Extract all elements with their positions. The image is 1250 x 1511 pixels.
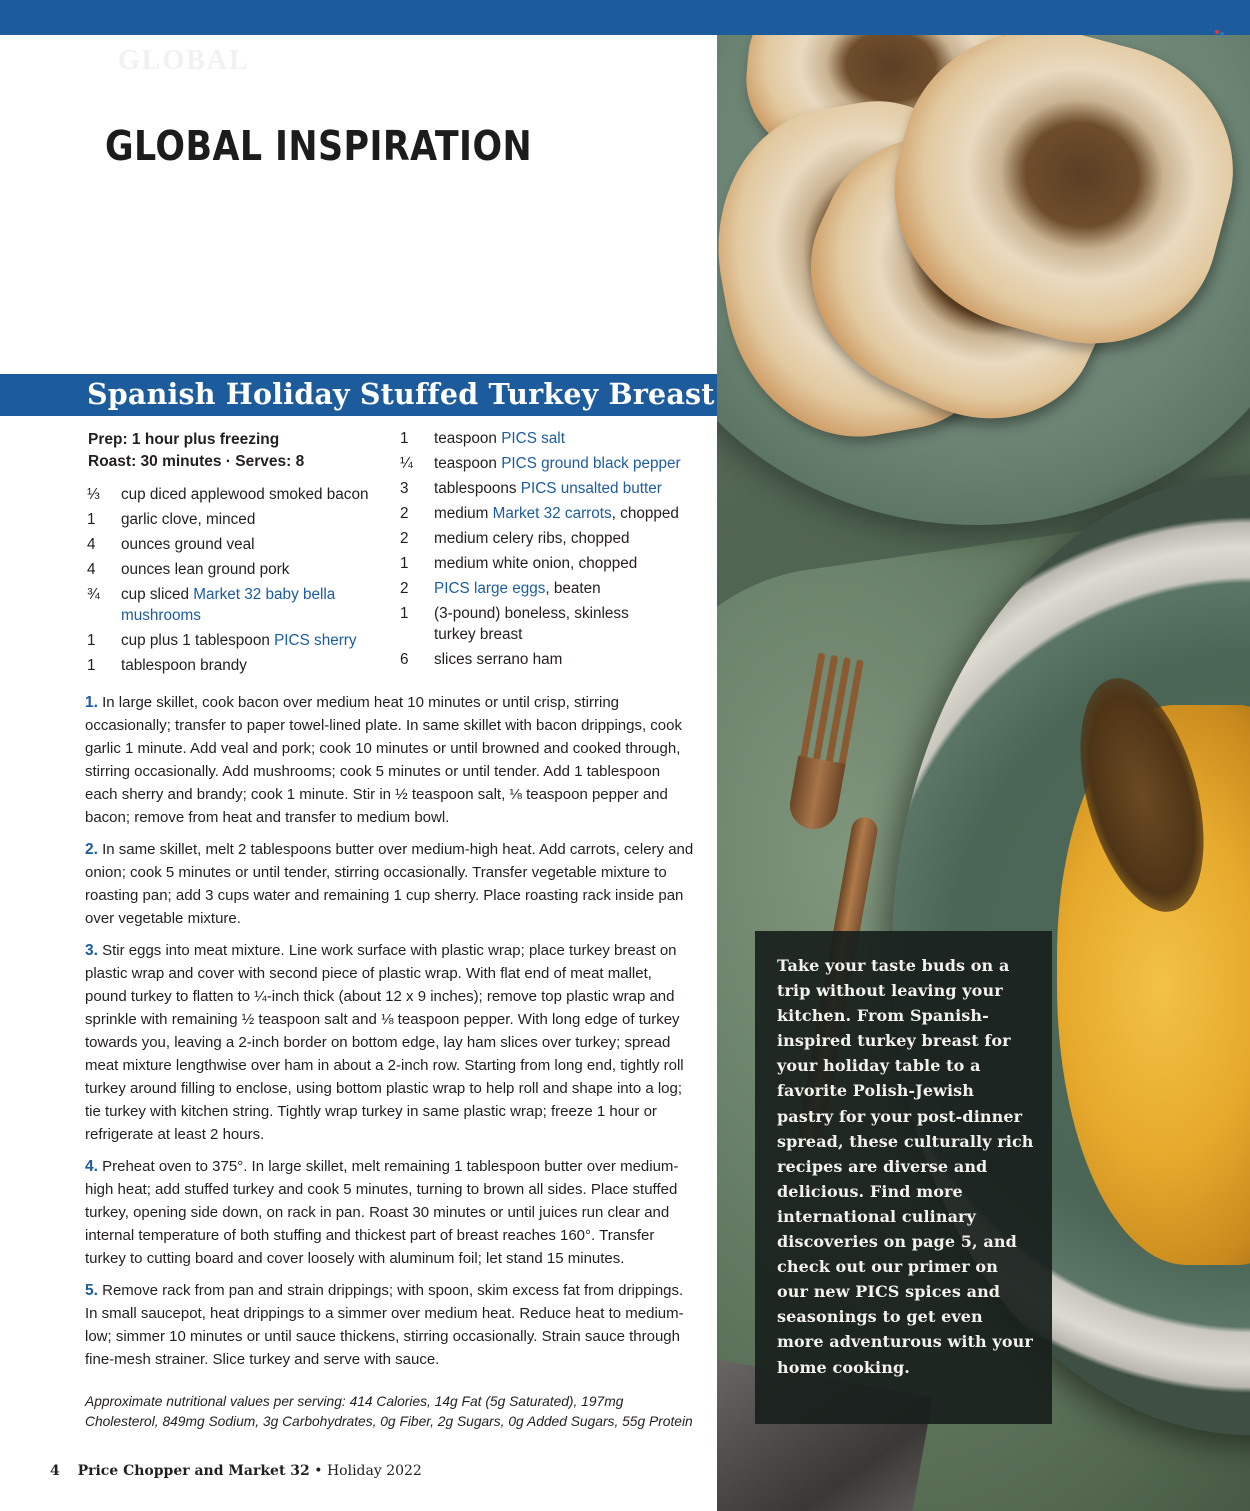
- page-number: 4: [50, 1463, 60, 1479]
- issue-name: Holiday 2022: [326, 1463, 422, 1479]
- ingredient-item: 2 medium celery ribs, chopped: [400, 530, 630, 547]
- brand-product-link: PICS salt: [501, 430, 565, 447]
- ingredient-item: 1 garlic clove, minced: [87, 511, 256, 528]
- ingredient-item: 3 tablespoons PICS unsalted butter: [400, 480, 662, 497]
- ingredient-item: 1 tablespoon brandy: [87, 657, 247, 674]
- step: 2. In same skillet, melt 2 tablespoons butter over medium-high heat. Add carrots, celery and onion; cook 5 minutes or until tender, stirring occasionally. Transfer vegetable mixture to roasting pan; add 3 cups water and remaining 1 cup sherry. Place roasting rack inside pan over vegetable mixture.: [85, 841, 694, 927]
- ingredient-item: 1 (3-pound) boneless, skinless turkey breast: [400, 605, 629, 643]
- step: 4. Preheat oven to 375°. In large skillet, melt remaining 1 tablespoon butter over medium-high heat; add stuffed turkey and cook 5 minutes, turning to brown all sides. Place stuffed turkey, opening side down, on rack in pan. Roast 30 minutes or until juices run clear and internal temperature of both stuffing and thickest part of breast reaches 160°. Transfer turkey to cutting board and cover loosely with aluminum foil; let stand 15 minutes.: [85, 1158, 679, 1267]
- prep-time: Prep: 1 hour plus freezing: [88, 431, 280, 448]
- roast-time-servings: Roast: 30 minutes · Serves: 8: [88, 453, 305, 470]
- brand-product-link: PICS unsalted butter: [520, 480, 662, 497]
- brand-dots-icon: [1215, 30, 1227, 38]
- publication-name: Price Chopper and Market 32: [77, 1463, 310, 1479]
- ingredient-item: ¾ cup sliced Market 32 baby bella mushrooms: [87, 586, 336, 624]
- step-number: 3.: [85, 942, 98, 959]
- ingredient-item: 2 medium Market 32 carrots, chopped: [400, 505, 679, 522]
- section-title: GLOBAL INSPIRATION: [105, 122, 533, 170]
- ingredient-item: ⅓ cup diced applewood smoked bacon: [87, 486, 369, 503]
- brand-product-link: Market 32 baby bella mushrooms: [121, 586, 336, 624]
- ingredient-item: 4 ounces lean ground pork: [87, 561, 290, 578]
- footer-separator: •: [314, 1463, 323, 1479]
- step-number: 2.: [85, 841, 98, 858]
- brand-product-link: PICS large eggs: [434, 580, 546, 597]
- step-number: 1.: [85, 694, 98, 711]
- ingredient-item: 1 teaspoon PICS salt: [400, 430, 565, 447]
- step-number: 5.: [85, 1282, 98, 1299]
- ingredients-right: [400, 426, 710, 672]
- ingredient-item: ¼ teaspoon PICS ground black pepper: [400, 455, 681, 472]
- step: 5. Remove rack from pan and strain drippings; with spoon, skim excess fat from drippings. In small saucepot, heat drippings to a simmer over medium heat. Reduce heat to medium-low; simmer 10 minutes or until sauce thickens, stirring occasionally. Strain sauce through fine-mesh strainer. Slice turkey and serve with sauce.: [85, 1282, 684, 1368]
- recipe-title-banner: [0, 374, 717, 416]
- ghost-heading: GLOBAL: [118, 45, 250, 76]
- step: 1. In large skillet, cook bacon over medium heat 10 minutes or until crisp, stirring occasionally; transfer to paper towel-lined plate. In same skillet with bacon drippings, cook garlic 1 minute. Add veal and pork; cook 10 minutes or until browned and cooked through, stirring occasionally. Add mushrooms; cook 5 minutes or until tender. Add 1 tablespoon each sherry and brandy; cook 1 minute. Stir in ½ teaspoon salt, ⅛ teaspoon pepper and bacon; remove from heat and transfer to medium bowl.: [85, 694, 682, 826]
- callout-text: Take your taste buds on a trip without leaving your kitchen. From Spanish-inspired turkey breast for your holiday table to a favorite Polish-Jewish pastry for your post-dinner spread, these culturally rich recipes are diverse and delicious. Find more international culinary discoveries on page 5, and check out our primer on our new PICS spices and seasonings to get even more adventurous with your home cooking.: [777, 956, 1034, 1377]
- ingredient-item: 1 medium white onion, chopped: [400, 555, 638, 572]
- top-color-bar: [0, 0, 1250, 35]
- ingredient-item: 6 slices serrano ham: [400, 651, 563, 668]
- intro-callout: [755, 931, 1052, 1424]
- step-number: 4.: [85, 1158, 98, 1175]
- brand-product-link: PICS sherry: [274, 632, 357, 649]
- ingredient-item: 2 PICS large eggs, beaten: [400, 580, 601, 597]
- step: 3. Stir eggs into meat mixture. Line work surface with plastic wrap; place turkey breast on plastic wrap and cover with second piece of plastic wrap. With flat end of meat mallet, pound turkey to flatten to ¼-inch thick (about 12 x 9 inches); remove top plastic wrap and sprinkle with remaining ½ teaspoon salt and ⅛ teaspoon pepper. With long edge of turkey towards you, leaving a 2-inch border on bottom edge, lay ham slices over turkey; spread meat mixture lengthwise over ham in about a 2-inch row. Starting from long end, tightly roll turkey around filling to enclose, using bottom plastic wrap to help roll and shape into a log; tie turkey with kitchen string. Tightly wrap turkey in same plastic wrap; freeze 1 hour or refrigerate at least 2 hours.: [85, 942, 684, 1143]
- recipe-steps: [85, 691, 695, 1380]
- nutrition-info: Approximate nutritional values per serving: 414 Calories, 14g Fat (5g Saturated), 197mg Cholesterol, 849mg Sodium, 3g Carbohydrates, 0g Fiber, 2g Sugars, 0g Added Sugars, 55g Protein: [85, 1394, 693, 1429]
- recipe-title: Spanish Holiday Stuffed Turkey Breast: [87, 377, 715, 411]
- brand-product-link: PICS ground black pepper: [501, 455, 681, 472]
- ingredient-item: 4 ounces ground veal: [87, 536, 255, 553]
- ingredient-item: 1 cup plus 1 tablespoon PICS sherry: [87, 632, 357, 649]
- brand-product-link: Market 32 carrots: [492, 505, 612, 522]
- recipe-meta: [88, 429, 304, 473]
- page-footer: [50, 1463, 422, 1479]
- ingredients-left: [87, 482, 377, 678]
